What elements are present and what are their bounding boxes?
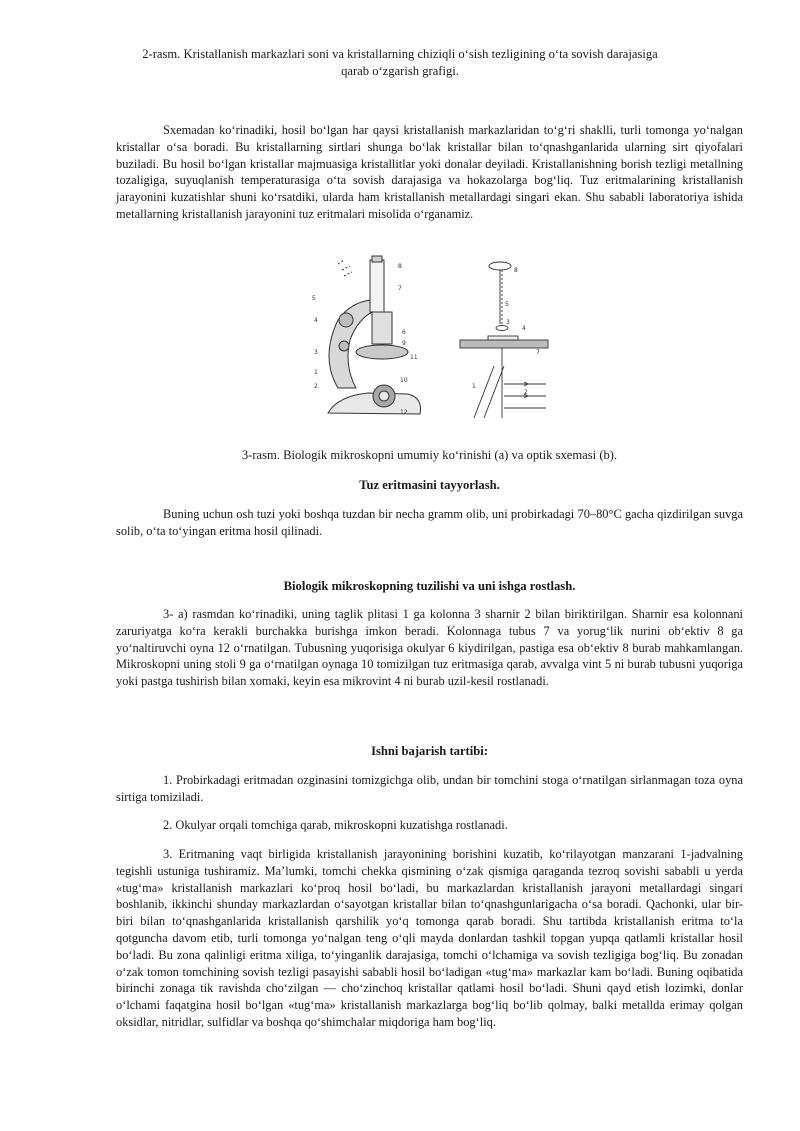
microscope-figure <box>298 248 558 428</box>
section-salt-text: Buning uchun osh tuzi yoki boshqa tuzdan bir necha gramm olib, uni probirkadagi 70–80°C gacha qizdirilgan suvga solib, oʻta toʻyingan eritma hosil qilinadi. <box>116 507 743 538</box>
microscope-general-view <box>328 256 421 414</box>
label: 7 <box>398 285 402 292</box>
label: 9 <box>402 340 406 347</box>
label: 11 <box>410 354 418 361</box>
label: 2 <box>314 383 318 390</box>
label: 8 <box>398 263 402 270</box>
procedure-step-2: 2. Okulyar orqali tomchiga qarab, mikroskopni kuzatishga rostlanadi. <box>163 818 508 832</box>
label: 6 <box>402 329 406 336</box>
label: 1 <box>314 369 318 376</box>
section-microscope-text: 3- a) rasmdan koʻrinadiki, uning taglik plitasi 1 ga kolonna 3 sharnir 2 bilan biriktirilgan. Sharnir esa kolonnani zaruriyatga koʻra kerakli burchakka burishga imkon beradi. Kolonnaga tubus 7 va yorugʻlik nurini obʻektiv 8 ga yoʻnaltiruvchi oyna 12 oʻrnatilgan. Tubusning yuqorisiga okulyar 6 kiydirilgan, pastiga esa obʻektiv 8 burab mahkamlangan. Mikroskopni uning stoli 9 ga oʻrnatilgan oynaga 10 tomizilgan tuz eritmasiga qarab, avvalga vint 5 ni burab tubusni yuqoriga yoki pastga tushirish bilan xomaki, keyin esa mikrovint 4 ni burab uzil-kesil rostlanadi. <box>116 607 743 689</box>
procedure-step-1: 1. Probirkadagi eritmadan ozginasini tomizgichga olib, undan bir tomchini stoga oʻrnatilgan sirlanmagan toza oyna sirtiga tomiziladi. <box>116 773 743 804</box>
label: 3 <box>314 349 318 356</box>
label: 7 <box>536 349 540 356</box>
label: 10 <box>400 377 408 384</box>
optics-labels <box>472 267 540 396</box>
procedure-heading: Ishni bajarish tartibi: <box>371 744 488 758</box>
label: 2 <box>524 389 528 396</box>
label: 4 <box>522 325 526 332</box>
section-microscope-heading: Biologik mikroskopning tuzilishi va uni ishga rostlash. <box>283 579 576 593</box>
figure2-caption: 2-rasm. Kristallanish markazlari soni va kristallarning chiziqli oʻsish tezligining oʻta sovish darajasiga qarab oʻzgarish grafigi. <box>142 47 658 78</box>
procedure-step-3: 3. Eritmaning vaqt birligida kristallanish jarayonining borishini kuzatib, koʻrilayotgan manzarani 1-jadvalning tegishli ustuniga tushiramiz. Maʼlumki, tomchi chekka qismining oʻzak qismiga qaraganda tezroq sovishi sababli u yerda «tugʻma» kristallanish markazlari koʻproq hosil boʻladi, bu markazlardan kristallanish jarayoni metallardagi singari boshlanib, ikkinchi shunday markazlardan oʻsayotgan kristallar bilan toʻqnashgunlarigacha oʻsa boradi. Qachonki, ular bir-biri bilan toʻqnashganlarida kristallanish qarshilik yoʻq tomonga qarab boradi. Shu tartibda kristallanish eritma toʻla qotguncha davom etib, turli tomonga yoʻnalgan teng oʻqli mayda donlardan tashkil topgan yupqa qatlamli kristallar hosil boʻladi. Bu zona qalinligi eritma xiliga, toʻyinganlik darajasiga, tomchi oʻlchamiga va sovish tezligiga bogʻliq. Bu zonadan oʻzak tomon tomchining sovish tezligi pasayishi sababli hosil boʻladigan «tugʻma» markazlar kam boʻladi. Buning oqibatida birinchi zonaga tik ravishda choʻzilgan — choʻzinchoq kristallar qatlami hosil boʻladi. Shuni qayd etish lozimki, donlar oʻlchami faqatgina hosil boʻlgan «tugʻma» kristallanish markazlarga bogʻliq boʻlib qolmay, balki metallda erimay qolgan oksidlar, nitridlar, sulfidlar va boshqa qoʻshimchalar miqdoriga ham bogʻliq. <box>116 847 743 1029</box>
label: 8 <box>514 267 518 274</box>
label: 3 <box>506 319 510 326</box>
section-salt-heading: Tuz eritmasini tayyorlash. <box>359 478 500 492</box>
label: 5 <box>505 301 509 308</box>
label: 4 <box>314 317 318 324</box>
label: 5 <box>312 295 316 302</box>
label: 1 <box>472 383 476 390</box>
optical-scheme <box>460 262 548 418</box>
figure3-caption: 3-rasm. Biologik mikroskopni umumiy koʻrinishi (a) va optik sxemasi (b). <box>241 448 618 462</box>
label: 12 <box>400 409 408 416</box>
intro-paragraph: Sxemadan koʻrinadiki, hosil boʻlgan har qaysi kristallanish markazlaridan toʻgʻri shaklli, turli tomonga yoʻnalgan kristallar oʻsa boradi. Bu kristallarning sirtlari shunga boʻlak kristallar bilan toʻqnashganlarida ularning sirt qiyofalari buziladi. Bu hosil boʻlgan kristallar majmuasiga kristallitlar yoki donalar deyiladi. Kristallanishning borish tezligi metallning tozaligiga, suyuqlanish temperaturasiga oʻta sovish darajasiga va hokazolarga bogʻliq. Tuz eritmalarining kristallanish jarayonini kuzatishlar shuni koʻrsatdiki, ularda ham kristallanish metallardagi singari ekan. Shu sababli laboratoriya ishida metallarning kristallanish jarayonini tuz eritmalari misolida oʻrganamiz. <box>116 123 743 221</box>
